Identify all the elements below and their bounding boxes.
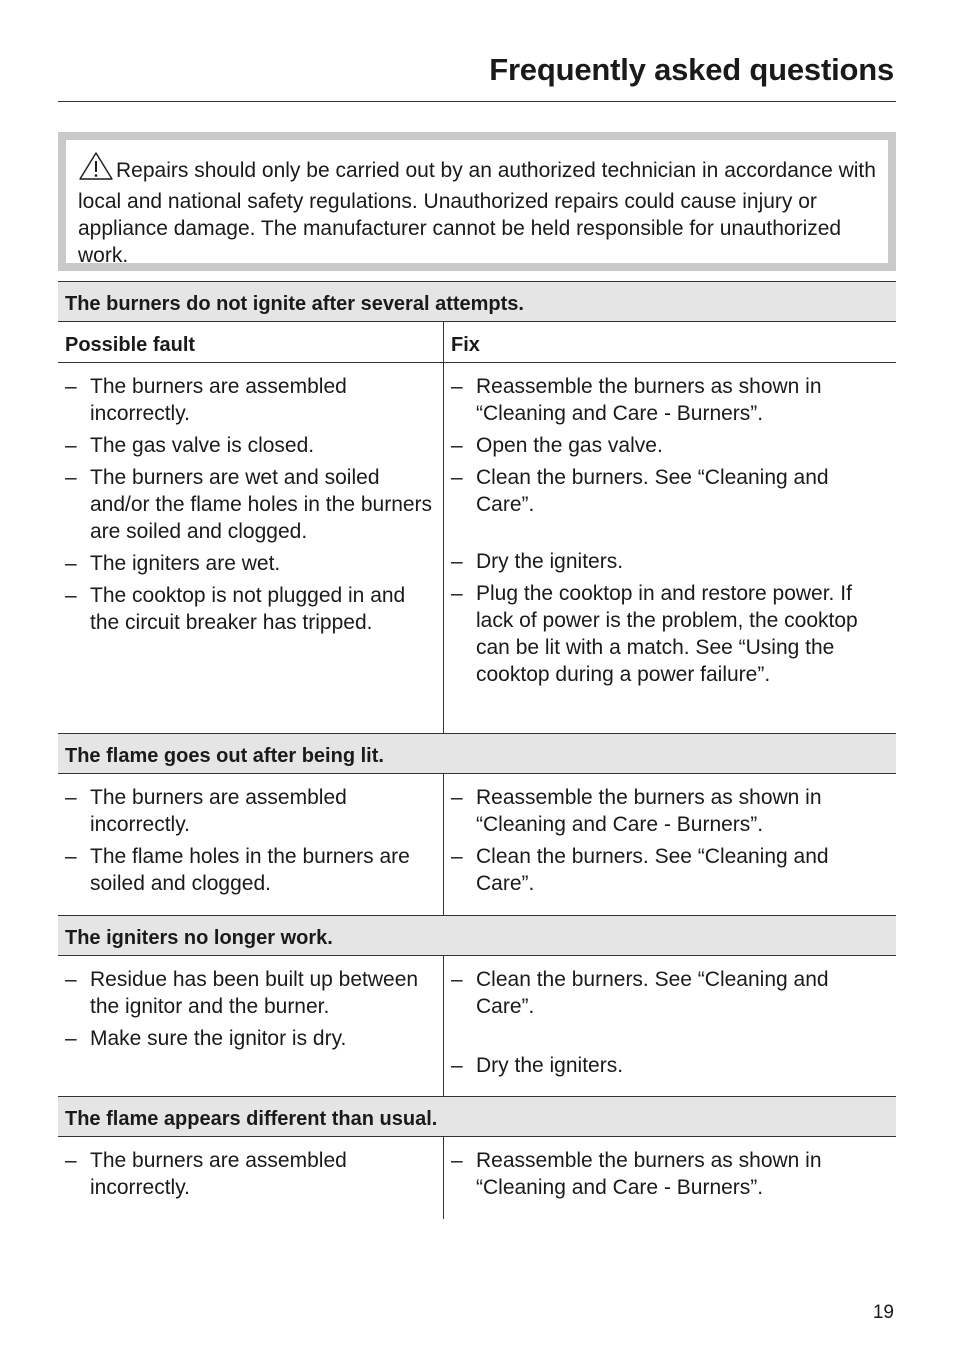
section-heading: The flame goes out after being lit. (58, 734, 896, 774)
section-heading-row (58, 282, 896, 322)
section-heading-row (58, 1097, 896, 1137)
fix-cell (444, 1137, 897, 1220)
fix-item: – Reassemble the burners as shown in “Cleaning and Care - Burners”. (451, 375, 822, 425)
section-heading: The flame appears different than usual. (58, 1097, 896, 1137)
fault-item: – The cooktop is not plugged in and the circuit breaker has tripped. (65, 584, 406, 634)
fault-item: – The gas valve is closed. (65, 434, 315, 457)
fix-item: – Dry the igniters. (451, 1054, 624, 1077)
section-heading: The burners do not ignite after several attempts. (58, 282, 896, 322)
fault-item: – The burners are assembled incorrectly. (65, 1149, 347, 1199)
fault-item: – The burners are assembled incorrectly. (65, 786, 347, 836)
fix-cell (444, 956, 897, 1097)
fix-item: – Clean the burners. See “Cleaning and Care”. (451, 968, 829, 1018)
fix-cell (444, 774, 897, 916)
section-body-row (58, 363, 896, 734)
fault-item: – The burners are wet and soiled and/or the flame holes in the burners are soiled and clogged. (65, 466, 433, 543)
warning-text: Repairs should only be carried out by an authorized technician in accordance with local and national safety regulations. Unauthorized repairs could cause injury or appliance damage. The manufacturer cannot be held responsible for unauthorized work. (78, 159, 876, 267)
fault-cell (58, 774, 444, 916)
section-body-row (58, 774, 896, 916)
fix-item: – Reassemble the burners as shown in “Cleaning and Care - Burners”. (451, 786, 822, 836)
fix-item: – Open the gas valve. (451, 434, 663, 457)
title-divider (58, 101, 896, 102)
fault-cell (58, 363, 444, 734)
column-header-fix: Fix (444, 322, 897, 363)
section-heading-row (58, 734, 896, 774)
fix-item: – Dry the igniters. (451, 550, 624, 573)
fix-cell (444, 363, 897, 734)
column-header-fault: Possible fault (58, 322, 444, 363)
fault-item: – The burners are assembled incorrectly. (65, 375, 347, 425)
section-heading-row (58, 916, 896, 956)
fault-item: – The igniters are wet. (65, 552, 281, 575)
page-title: Frequently asked questions (489, 52, 894, 87)
warning-box (58, 132, 896, 271)
fault-item: – Make sure the ignitor is dry. (65, 1027, 347, 1050)
section-heading: The igniters no longer work. (58, 916, 896, 956)
fault-item: – The flame holes in the burners are soiled and clogged. (65, 845, 410, 895)
fault-cell (58, 956, 444, 1097)
faq-table (58, 281, 896, 1219)
section-body-row (58, 956, 896, 1097)
fix-item: – Plug the cooktop in and restore power. If lack of power is the problem, the cooktop can be lit with a match. See “Using the cooktop during a power failure”. (451, 582, 858, 686)
fix-item: – Clean the burners. See “Cleaning and Care”. (451, 466, 829, 516)
column-header-row (58, 322, 896, 363)
fault-item: – Residue has been built up between the ignitor and the burner. (65, 968, 419, 1018)
page-number: 19 (872, 1302, 894, 1323)
fix-item: – Clean the burners. See “Cleaning and Care”. (451, 845, 829, 895)
warning-triangle-icon (78, 151, 114, 188)
section-body-row (58, 1137, 896, 1220)
fault-cell (58, 1137, 444, 1220)
fix-item: – Reassemble the burners as shown in “Cleaning and Care - Burners”. (451, 1149, 822, 1199)
